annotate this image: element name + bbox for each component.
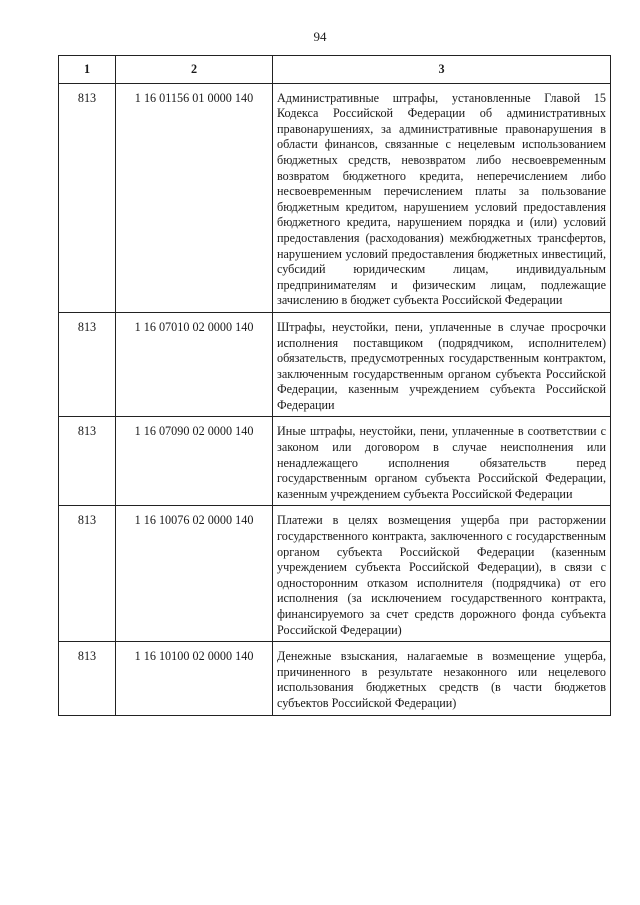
- page-number: 94: [313, 29, 327, 44]
- bcc-code-cell: 1 16 07010 02 0000 140: [116, 312, 273, 417]
- column-header-1: 1: [59, 56, 116, 84]
- description-cell: Иные штрафы, неустойки, пени, уплаченные в соответствии с законом или договором в случае неисполнения или ненадлежащего исполнения обязательств перед государственным органом субъекта Российской Федерации, казенным учреждением субъекта Российской Федерации: [273, 417, 611, 506]
- table-row: [59, 506, 611, 642]
- admin-code-cell: 813: [59, 312, 116, 417]
- table-row: [59, 83, 611, 312]
- description-cell: Платежи в целях возмещения ущерба при расторжении государственного контракта, заключенного с государственным органом субъекта Российской Федерации (казенным учреждением субъекта Российской Федерации), в связи с односторонним отказом исполнителя (подрядчика) от его исполнения (за исключением государственного контракта, финансируемого за счет средств дорожного фонда субъекта Российской Федерации): [273, 506, 611, 642]
- admin-code-cell: 813: [59, 506, 116, 642]
- bcc-code-cell: 1 16 10100 02 0000 140: [116, 642, 273, 715]
- bcc-code-cell: 1 16 10076 02 0000 140: [116, 506, 273, 642]
- column-header-2: 2: [116, 56, 273, 84]
- table-row: [59, 417, 611, 506]
- table-row: [59, 642, 611, 715]
- bcc-code-cell: 1 16 07090 02 0000 140: [116, 417, 273, 506]
- admin-code-cell: 813: [59, 642, 116, 715]
- table-row: [59, 312, 611, 417]
- admin-code-cell: 813: [59, 83, 116, 312]
- description-cell: Денежные взыскания, налагаемые в возмещение ущерба, причиненного в результате незаконного или нецелевого использования бюджетных средств (в части бюджетов субъектов Российской Федерации): [273, 642, 611, 715]
- admin-code-cell: 813: [59, 417, 116, 506]
- description-cell: Штрафы, неустойки, пени, уплаченные в случае просрочки исполнения поставщиком (подрядчиком, исполнителем) обязательств, предусмотренных государственным контрактом, заключенным государственным органом субъекта Российской Федерации, казенным учреждением субъекта Российской Федерации: [273, 312, 611, 417]
- budget-classification-table: [58, 55, 611, 716]
- description-cell: Административные штрафы, установленные Главой 15 Кодекса Российской Федерации об административных правонарушениях, за административные правонарушения в области финансов, связанные с нецелевым использованием бюджетных средств, невозвратом либо несвоевременным возвратом бюджетного кредита, неперечислением либо несвоевременным перечислением платы за пользование бюджетным кредитом, нарушением условий предоставления бюджетного кредита, нарушением порядка и (или) условий предоставления (расходования) межбюджетных трансфертов, нарушением условий предоставления бюджетных инвестиций, субсидий юридическим лицам, индивидуальным предпринимателям и физическим лицам, подлежащие зачислению в бюджет субъекта Российской Федерации: [273, 83, 611, 312]
- table-header-row: [59, 56, 611, 84]
- column-header-3: 3: [273, 56, 611, 84]
- bcc-code-cell: 1 16 01156 01 0000 140: [116, 83, 273, 312]
